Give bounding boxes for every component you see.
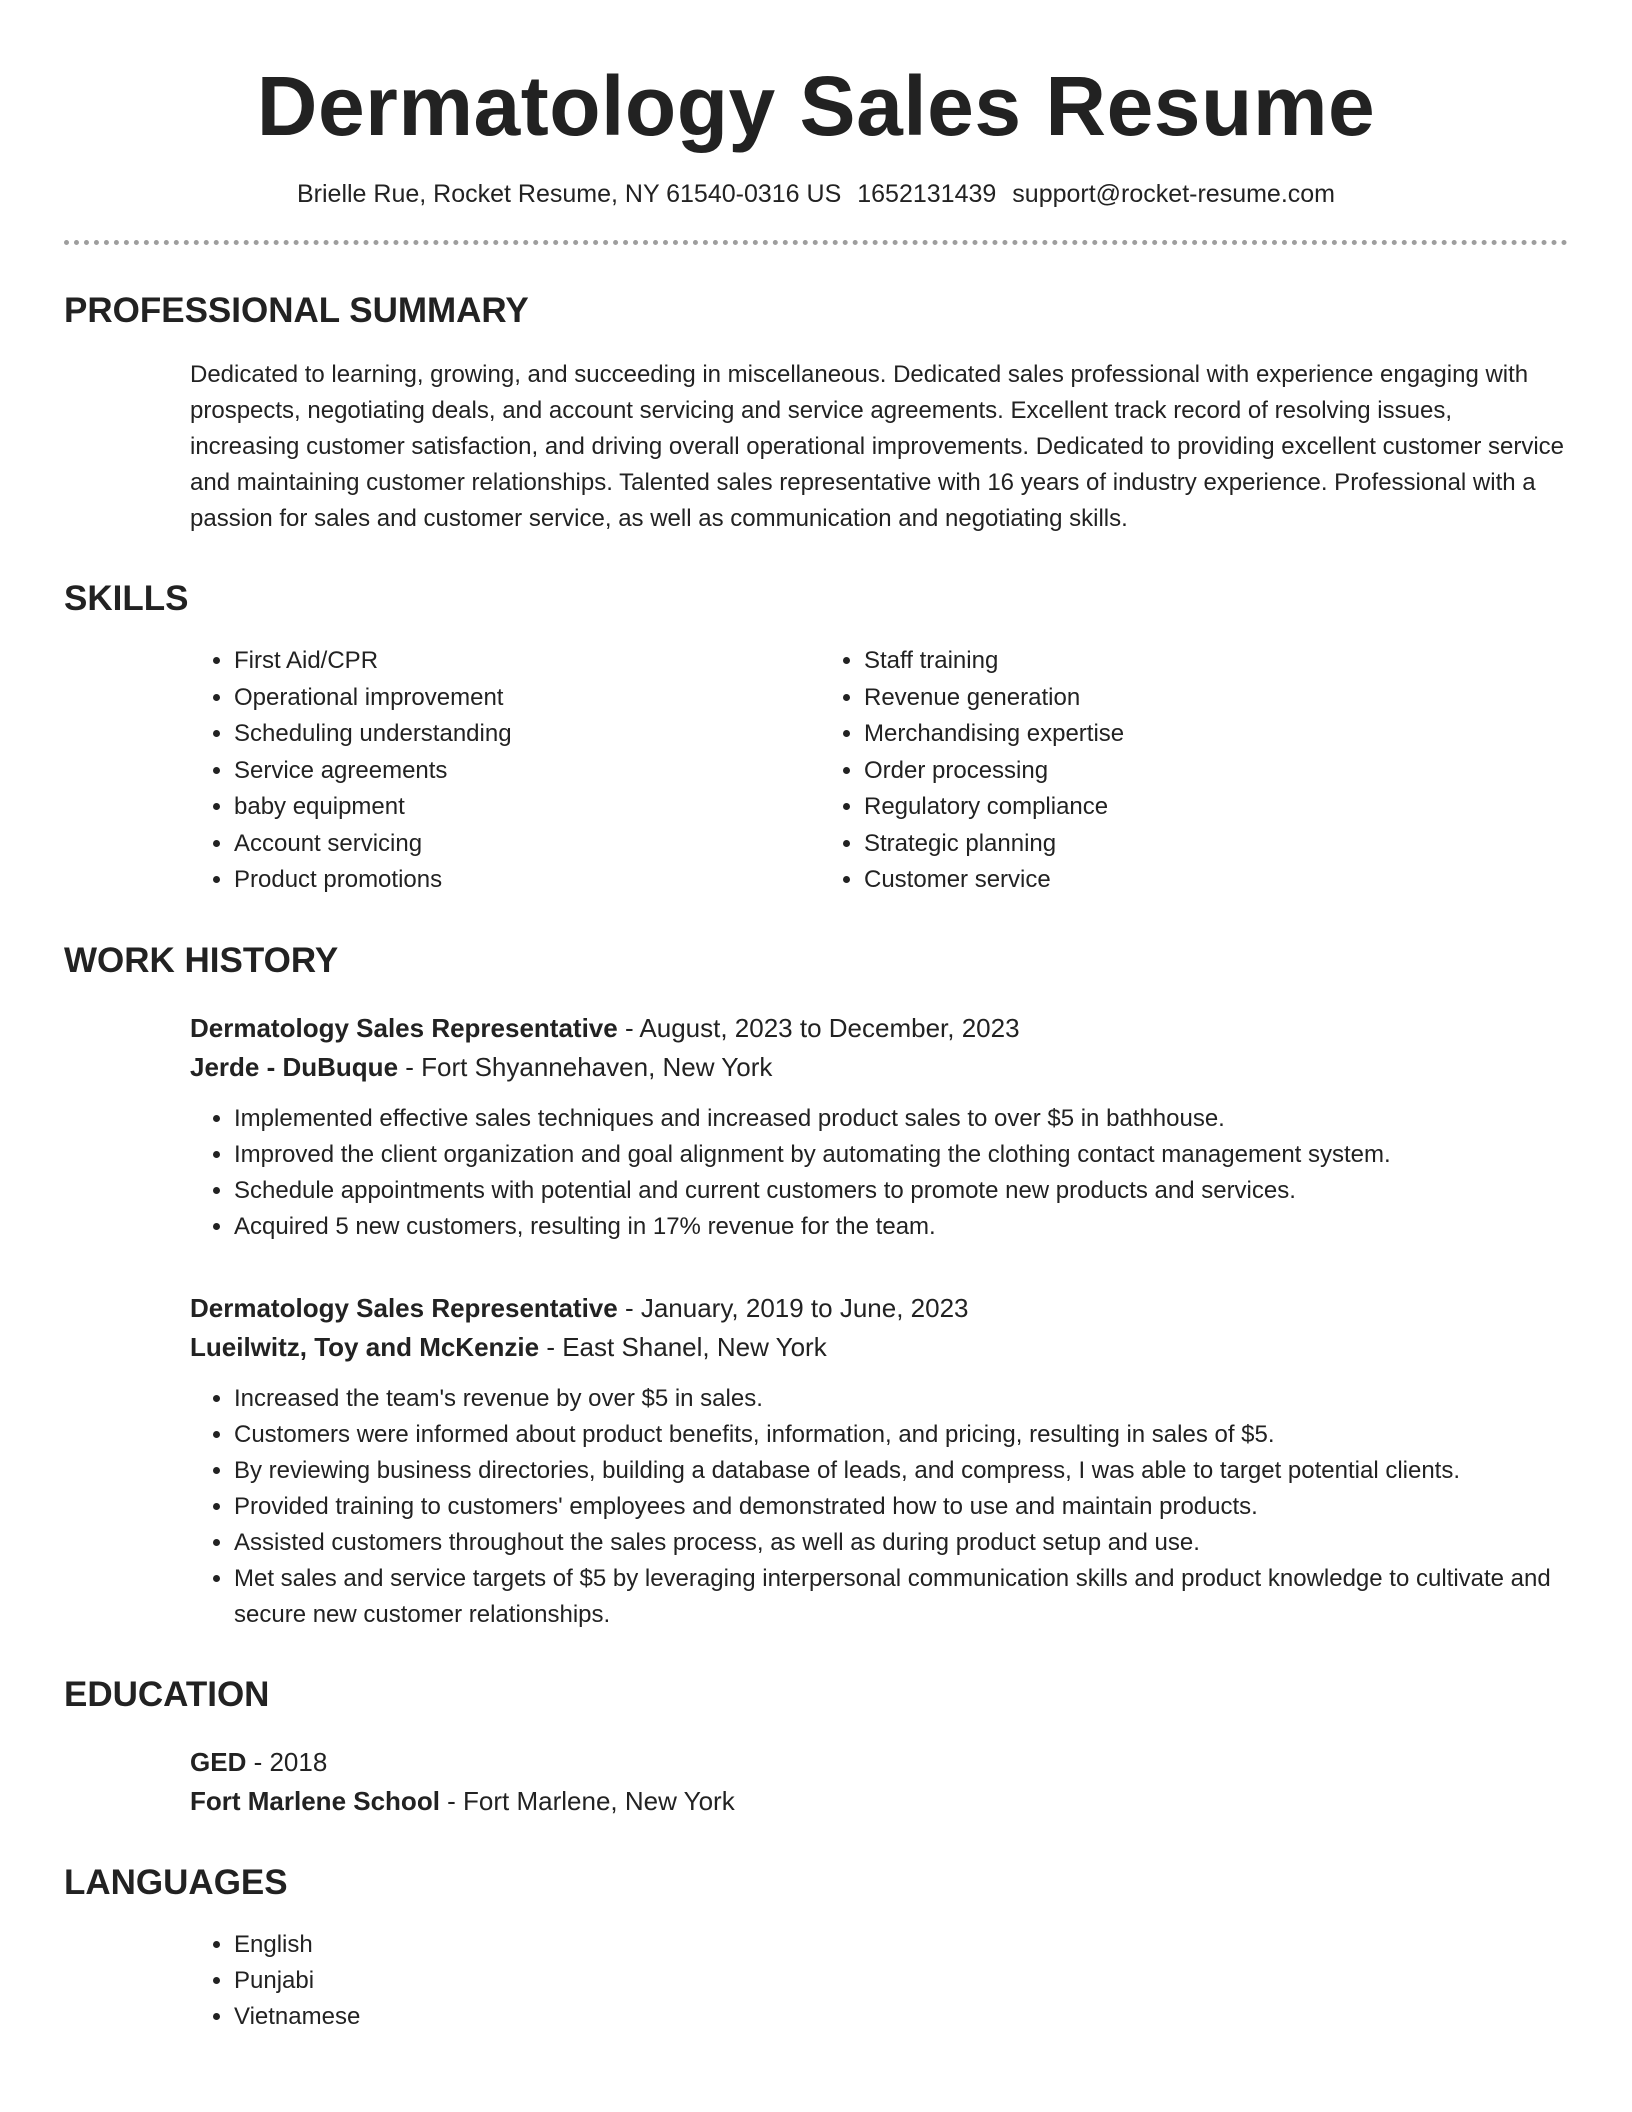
skill-item: • Product promotions (234, 862, 820, 899)
job-bullet: • Increased the team's revenue by over $5 in sales. (234, 1381, 1568, 1417)
languages-section (64, 1861, 1568, 2035)
job-dates: - August, 2023 to December, 2023 (617, 1012, 1020, 1043)
skill-item: • First Aid/CPR (234, 643, 820, 680)
skill-item: • Customer service (864, 862, 1450, 899)
job-title-line (190, 1009, 1568, 1048)
job-bullet: • Met sales and service targets of $5 by leveraging interpersonal communication skills and product knowledge to cultivate and secure new customer relationships. (234, 1561, 1568, 1633)
education-entry (64, 1743, 1568, 1821)
job-bullet: • Acquired 5 new customers, resulting in 17% revenue for the team. (234, 1209, 1568, 1245)
job-company: Lueilwitz, Toy and McKenzie (190, 1331, 540, 1362)
summary-heading: PROFESSIONAL SUMMARY (64, 291, 529, 330)
skill-item: • Strategic planning (864, 826, 1450, 863)
education-heading: EDUCATION (64, 1674, 270, 1714)
skills-columns (64, 643, 1568, 899)
job-bullets (190, 1101, 1568, 1245)
skill-item: • Staff training (864, 643, 1450, 680)
skill-item: • Service agreements (234, 753, 820, 790)
contact-phone: 1652131439 (857, 180, 997, 208)
skills-list-right (820, 643, 1450, 899)
languages-list (190, 1927, 1568, 2035)
skill-item: • Order processing (864, 753, 1450, 790)
contact-email: support@rocket-resume.com (1012, 180, 1336, 208)
skill-item: • Merchandising expertise (864, 716, 1450, 753)
job-company-line (190, 1328, 1568, 1367)
job-bullet: • Assisted customers throughout the sales process, as well as during product setup and use. (234, 1525, 1568, 1561)
job-dates: - January, 2019 to June, 2023 (617, 1292, 969, 1323)
job-entry (64, 1289, 1568, 1633)
job-bullet: • Schedule appointments with potential and current customers to promote new products and services. (234, 1173, 1568, 1209)
job-bullet: • Improved the client organization and goal alignment by automating the clothing contact management system. (234, 1137, 1568, 1173)
work-section (64, 939, 1568, 1633)
job-company-line (190, 1048, 1568, 1087)
resume-title: Dermatology Sales Resume (256, 59, 1376, 153)
job-title: Dermatology Sales Representative (190, 1012, 618, 1043)
job-location: - East Shanel, New York (539, 1331, 827, 1362)
languages-list-wrap (64, 1927, 1568, 2035)
skills-heading: SKILLS (64, 579, 189, 618)
skill-item: • Account servicing (234, 826, 820, 863)
job-bullet: • Provided training to customers' employees and demonstrated how to use and maintain products. (234, 1489, 1568, 1525)
skill-item: • Scheduling understanding (234, 716, 820, 753)
languages-heading: LANGUAGES (64, 1862, 288, 1902)
job-title: Dermatology Sales Representative (190, 1292, 618, 1323)
education-section (64, 1673, 1568, 1821)
education-location: - Fort Marlene, New York (439, 1785, 735, 1816)
skill-item: • baby equipment (234, 789, 820, 826)
job-company: Jerde - DuBuque (190, 1051, 399, 1082)
skill-item: • Revenue generation (864, 680, 1450, 717)
summary-text: Dedicated to learning, growing, and succeeding in miscellaneous. Dedicated sales professional with experience engaging with prospects, negotiating deals, and account servicing and service agreements. Excellent track record of resolving issues, increasing customer satisfaction, and driving overall operational improvements. Dedicated to providing excellent customer service and maintaining customer relationships. Talented sales representative with 16 years of industry experience. Professional with a passion for sales and customer service, as well as communication and negotiating skills. (190, 361, 1564, 532)
job-bullets (190, 1381, 1568, 1633)
language-item: • English (234, 1927, 1568, 1963)
education-school-line (190, 1782, 1568, 1821)
language-item: • Vietnamese (234, 1999, 1568, 2035)
skill-item: • Operational improvement (234, 680, 820, 717)
language-item: • Punjabi (234, 1963, 1568, 1999)
job-bullet: • Customers were informed about product benefits, information, and pricing, resulting in sales of $5. (234, 1417, 1568, 1453)
education-degree-line (190, 1743, 1568, 1782)
job-bullet: • By reviewing business directories, building a database of leads, and compress, I was able to target potential clients. (234, 1453, 1568, 1489)
work-heading: WORK HISTORY (64, 940, 339, 980)
skill-item: • Regulatory compliance (864, 789, 1450, 826)
skills-section (64, 577, 1568, 899)
job-bullet: • Implemented effective sales techniques and increased product sales to over $5 in bathhouse. (234, 1101, 1568, 1137)
job-location: - Fort Shyannehaven, New York (398, 1051, 773, 1082)
education-year: - 2018 (246, 1746, 328, 1777)
contact-line (64, 178, 1568, 210)
contact-address: Brielle Rue, Rocket Resume, NY 61540-0316 US (296, 180, 842, 208)
job-title-line (190, 1289, 1568, 1328)
education-degree: GED (190, 1746, 247, 1777)
job-entry (64, 1009, 1568, 1245)
education-school: Fort Marlene School (190, 1785, 440, 1816)
header-divider (64, 240, 1568, 245)
summary-section (64, 289, 1568, 537)
skills-list-left (190, 643, 820, 899)
